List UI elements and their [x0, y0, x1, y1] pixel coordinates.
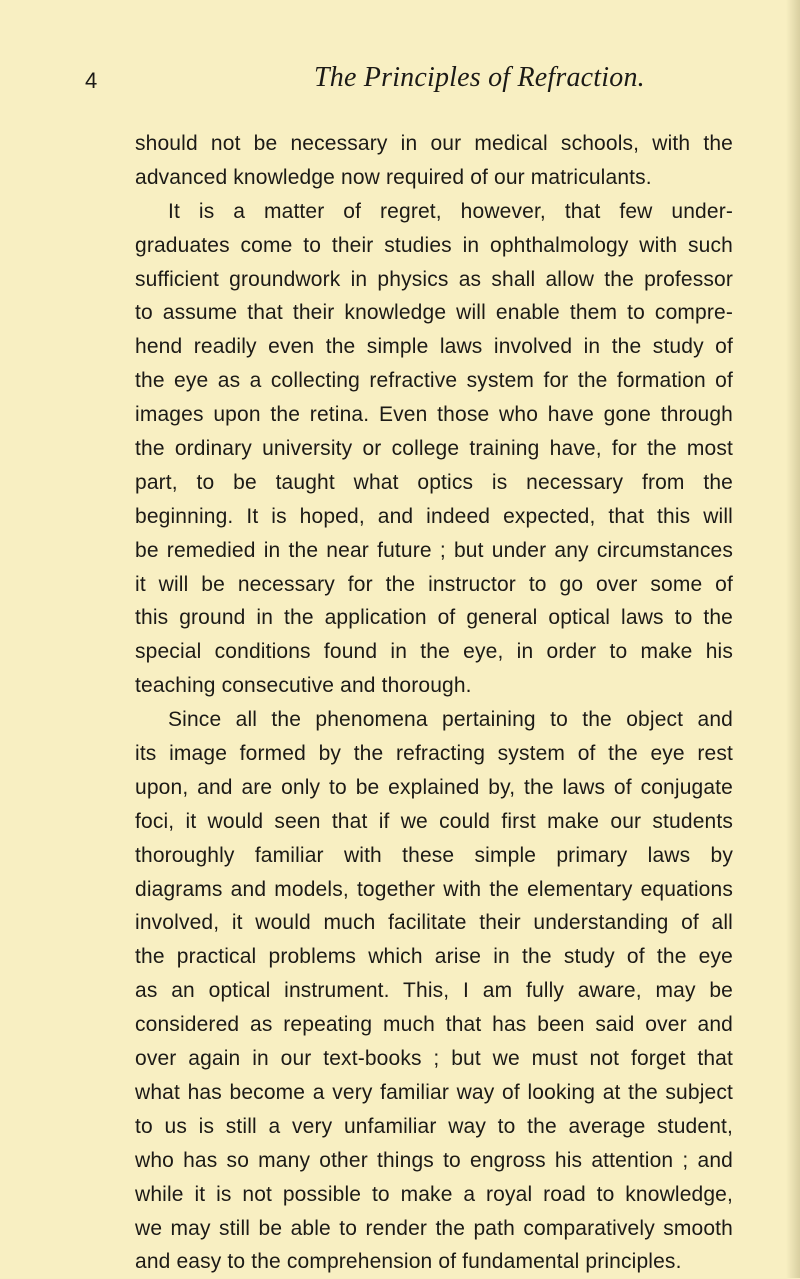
body-text — [135, 127, 733, 1279]
text-line: diagrams and models, together with the elementary equations — [135, 877, 733, 901]
page-header — [0, 60, 800, 100]
text-line: the eye as a collecting refractive system for the formation of — [135, 369, 733, 393]
text-line: over again in our text-books ; but we must not forget that — [135, 1047, 733, 1071]
paragraph-2 — [135, 195, 733, 703]
text-line: Since all the phenomena pertaining to the object and — [168, 708, 733, 732]
text-line: teaching consecutive and thorough. — [135, 674, 472, 698]
paragraph-1 — [135, 127, 733, 195]
text-line: advanced knowledge now required of our matriculants. — [135, 165, 652, 189]
text-line: graduates come to their studies in ophthalmology with such — [135, 233, 733, 257]
text-line: should not be necessary in our medical schools, with the — [135, 132, 733, 155]
text-line: images upon the retina. Even those who have gone through — [135, 403, 733, 427]
text-line: to assume that their knowledge will enable them to compre- — [135, 301, 733, 325]
page-number: 4 — [85, 68, 98, 93]
text-line: who has so many other things to engross his attention ; and — [135, 1148, 733, 1172]
running-title: The Principles of Refraction. — [314, 62, 645, 93]
page-edge-shadow — [786, 0, 800, 1278]
text-line: special conditions found in the eye, in order to make his — [135, 640, 733, 664]
text-line: beginning. It is hoped, and indeed expected, that this will — [135, 504, 733, 528]
text-line: to us is still a very unfamiliar way to the average student, — [135, 1114, 733, 1138]
text-line: part, to be taught what optics is necessary from the — [135, 470, 733, 494]
text-line: while it is not possible to make a royal road to knowledge, — [135, 1182, 733, 1206]
text-line: we may still be able to render the path comparatively smooth — [135, 1216, 733, 1240]
text-line: what has become a very familiar way of looking at the subject — [135, 1080, 733, 1104]
text-line: as an optical instrument. This, I am fully aware, may be — [135, 979, 733, 1003]
text-line: thoroughly familiar with these simple primary laws by — [135, 843, 733, 867]
text-line: sufficient groundwork in physics as shall allow the professor — [135, 267, 733, 291]
text-line: it will be necessary for the instructor to go over some of — [135, 572, 733, 596]
text-line: this ground in the application of general optical laws to the — [135, 606, 733, 630]
text-line: its image formed by the refracting system of the eye rest — [135, 742, 733, 766]
text-line: and easy to the comprehension of fundamental principles. — [135, 1250, 682, 1274]
text-line: involved, it would much facilitate their understanding of all — [135, 911, 733, 935]
text-line: upon, and are only to be explained by, the laws of conjugate — [135, 775, 733, 799]
text-line: foci, it would seen that if we could first make our students — [135, 809, 733, 833]
text-line: be remedied in the near future ; but under any circumstances — [135, 538, 733, 562]
text-line: the practical problems which arise in the study of the eye — [135, 945, 733, 969]
text-line: considered as repeating much that has been said over and — [135, 1013, 733, 1037]
text-line: It is a matter of regret, however, that few under- — [168, 199, 733, 223]
text-line: the ordinary university or college training have, for the most — [135, 437, 733, 461]
paragraph-3 — [135, 703, 733, 1279]
text-line: hend readily even the simple laws involved in the study of — [135, 335, 733, 359]
